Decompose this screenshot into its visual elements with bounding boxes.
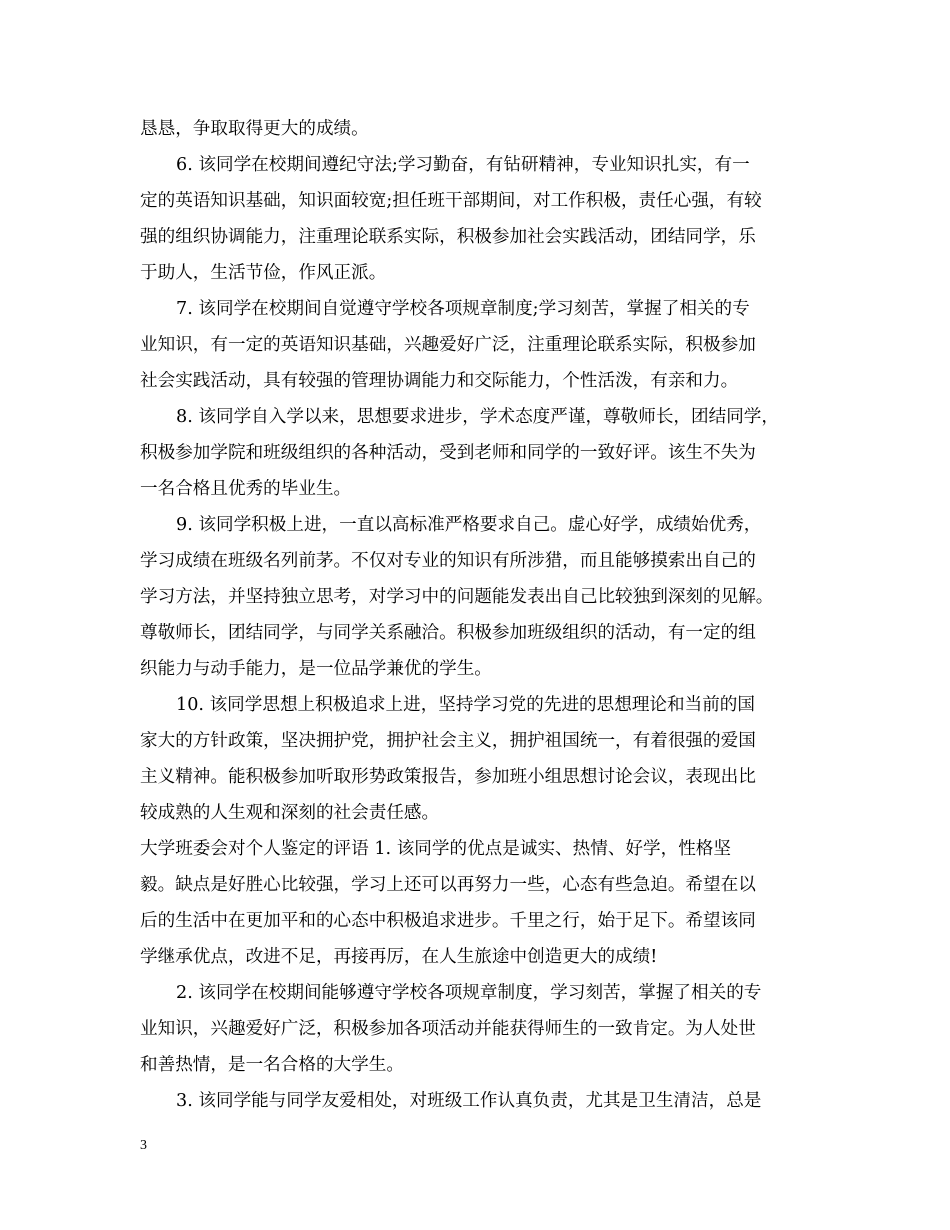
text-line: 家大的方针政策，坚决拥护党，拥护社会主义，拥护祖国统一，有着很强的爱国 [140, 731, 756, 751]
text-line: 业知识，兴趣爱好广泛，积极参加各项活动并能获得师生的一致肯定。为人处世 [140, 1019, 756, 1039]
text-line: 学习方法，并坚持独立思考，对学习中的问题能发表出自己比较独到深刻的见解。 [140, 587, 774, 607]
text-line: 毅。缺点是好胜心比较强，学习上还可以再努力一些，心态有些急迫。希望在以 [140, 875, 756, 895]
text-line: 于助人，生活节俭，作风正派。 [140, 263, 387, 283]
text-line: 6. 该同学在校期间遵纪守法;学习勤奋，有钻研精神，专业知识扎实，有一 [176, 155, 750, 175]
text-line: 8. 该同学自入学以来，思想要求进步，学术态度严谨，尊敬师长，团结同学， [176, 407, 779, 427]
page-number: 3 [140, 1138, 147, 1153]
text-line: 3. 该同学能与同学友爱相处，对班级工作认真负责，尤其是卫生清洁，总是 [176, 1091, 762, 1111]
text-line: 9. 该同学积极上进，一直以高标准严格要求自己。虚心好学，成绩始优秀， [176, 515, 762, 535]
text-line: 大学班委会对个人鉴定的评语 1. 该同学的优点是诚实、热情、好学，性格坚 [140, 839, 731, 859]
text-line: 强的组织协调能力，注重理论联系实际，积极参加社会实践活动，团结同学，乐 [140, 227, 756, 247]
text-line: 和善热情，是一名合格的大学生。 [140, 1055, 404, 1075]
text-line: 积极参加学院和班级组织的各种活动，受到老师和同学的一致好评。该生不失为 [140, 443, 756, 463]
text-line: 一名合格且优秀的毕业生。 [140, 479, 352, 499]
text-line: 尊敬师长，团结同学，与同学关系融洽。积极参加班级组织的活动，有一定的组 [140, 623, 756, 643]
text-line: 学习成绩在班级名列前茅。不仅对专业的知识有所涉猎，而且能够摸索出自己的 [140, 551, 756, 571]
text-line: 较成熟的人生观和深刻的社会责任感。 [140, 803, 440, 823]
text-line: 7. 该同学在校期间自觉遵守学校各项规章制度;学习刻苦，掌握了相关的专 [176, 299, 750, 319]
text-line: 10. 该同学思想上积极追求上进，坚持学习党的先进的思想理论和当前的国 [176, 695, 755, 715]
text-line: 业知识，有一定的英语知识基础，兴趣爱好广泛，注重理论联系实际，积极参加 [140, 335, 756, 355]
text-line: 主义精神。能积极参加听取形势政策报告，参加班小组思想讨论会议，表现出比 [140, 767, 756, 787]
text-line: 织能力与动手能力，是一位品学兼优的学生。 [140, 659, 492, 679]
text-line: 学继承优点，改进不足，再接再厉，在人生旅途中创造更大的成绩! [140, 947, 658, 967]
text-line: 恳恳，争取取得更大的成绩。 [140, 119, 369, 139]
text-line: 2. 该同学在校期间能够遵守学校各项规章制度，学习刻苦，掌握了相关的专 [176, 983, 762, 1003]
text-line: 后的生活中在更加平和的心态中积极追求进步。千里之行，始于足下。希望该同 [140, 911, 756, 931]
text-line: 社会实践活动，具有较强的管理协调能力和交际能力，个性活泼，有亲和力。 [140, 371, 739, 391]
text-line: 定的英语知识基础，知识面较宽;担任班干部期间，对工作积极，责任心强，有较 [140, 191, 762, 211]
